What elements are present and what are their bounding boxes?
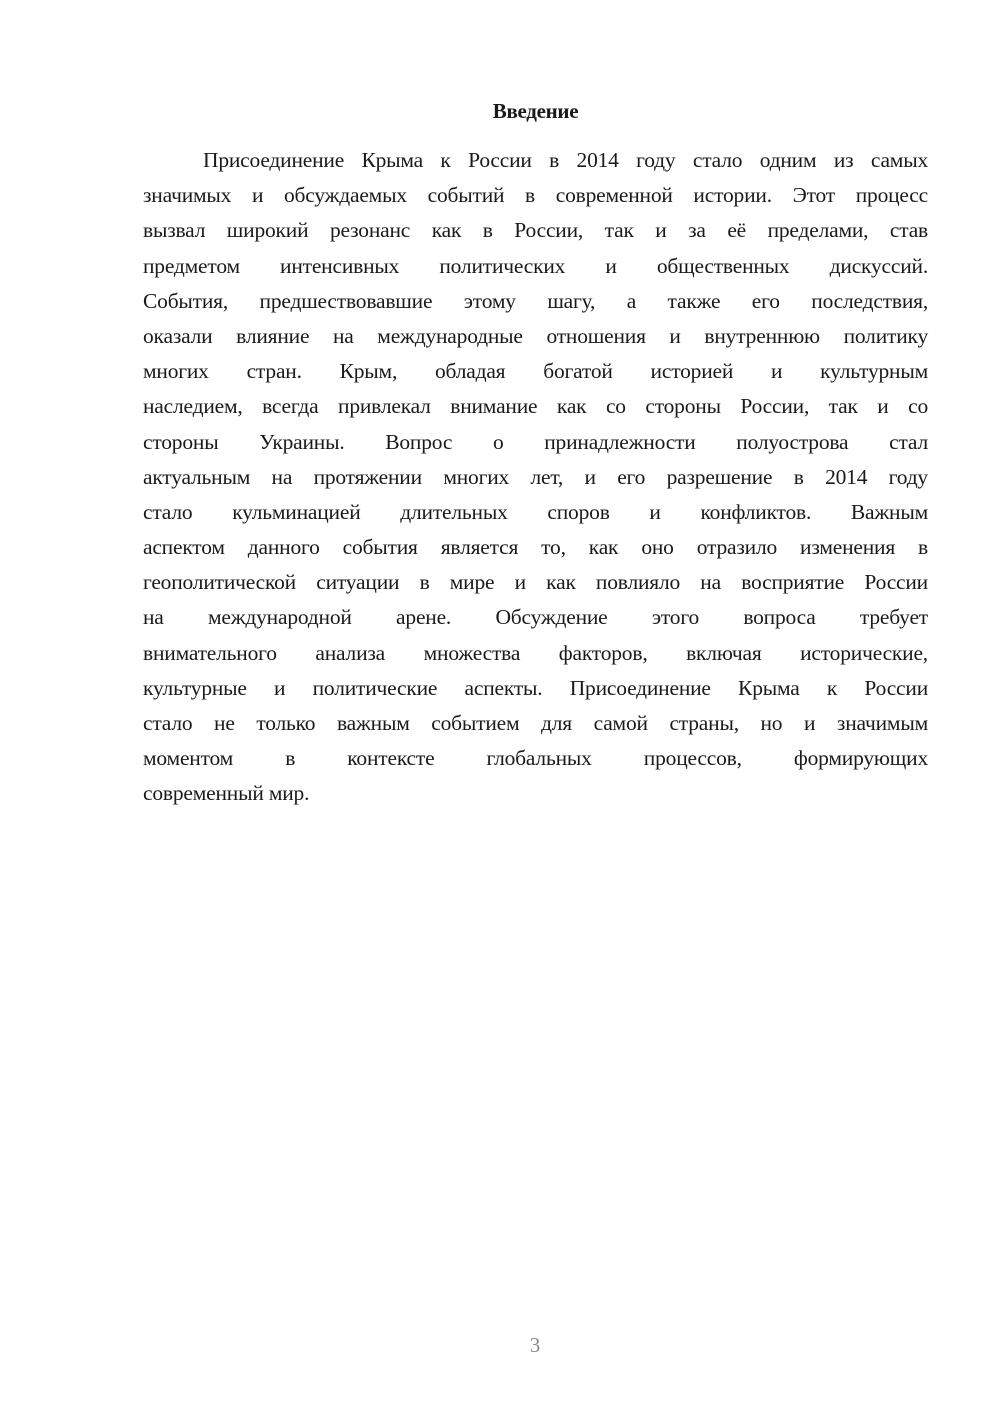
paragraph-line: Присоединение Крыма к России в 2014 году стало одним из самых [203,148,928,172]
paragraph-line: актуальным на протяжении многих лет, и его разрешение в 2014 году [143,464,928,489]
paragraph-line: на международной арене. Обсуждение этого вопроса требует [143,605,928,630]
paragraph-line: наследием, всегда привлекал внимание как со стороны России, так и со [143,394,928,419]
paragraph-line: значимых и обсуждаемых событий в современной истории. Этот процесс [143,183,928,208]
paragraph-line: внимательного анализа множества факторов, включая исторические, [143,640,928,665]
paragraph-line: События, предшествовавшие этому шагу, а также его последствия, [143,288,928,313]
paragraph-line: вызвал широкий резонанс как в России, так и за её пределами, став [143,218,928,243]
paragraph-line: предметом интенсивных политических и общественных дискуссий. [143,253,928,278]
paragraph-line: культурные и политические аспекты. Присоединение Крыма к России [143,675,928,700]
page-number: 3 [529,1333,541,1357]
paragraph-line: стало кульминацией длительных споров и конфликтов. Важным [143,499,928,524]
section-heading: Введение [492,99,579,123]
introduction-paragraph [143,143,928,812]
paragraph-line: геополитической ситуации в мире и как повлияло на восприятие России [143,570,928,595]
paragraph-line: современный мир. [143,781,310,806]
paragraph-line: стороны Украины. Вопрос о принадлежности полуострова стал [143,429,928,454]
paragraph-line: стало не только важным событием для самой страны, но и значимым [143,711,928,735]
paragraph-line: многих стран. Крым, обладая богатой историей и культурным [143,359,928,384]
paragraph-line: оказали влияние на международные отношения и внутреннюю политику [143,323,928,348]
paragraph-line: аспектом данного события является то, как оно отразило изменения в [143,535,928,560]
paragraph-line: моментом в контексте глобальных процессов, формирующих [143,746,928,771]
